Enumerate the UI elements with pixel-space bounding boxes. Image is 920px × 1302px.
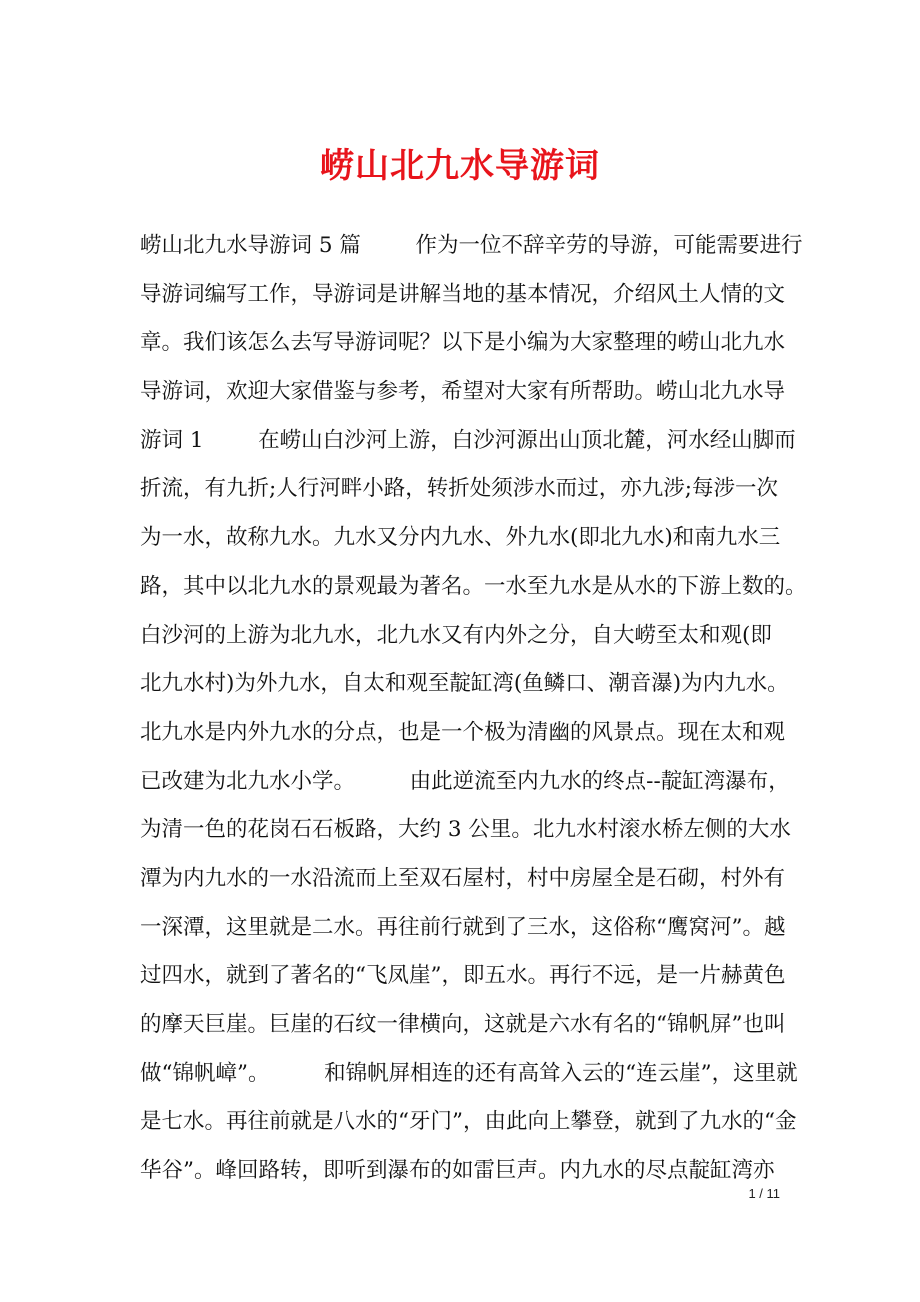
text-line: 崂山北九水导游词 5 篇 作为一位不辞辛劳的导游，可能需要进行: [140, 233, 803, 258]
text-line: 北九水是内外九水的分点，也是一个极为清幽的风景点。现在太和观: [140, 719, 786, 745]
text-line: 过四水，就到了著名的“飞凤崖”，即五水。再行不远，是一片赫黄色: [140, 963, 786, 989]
text-line: 做“锦帆嶂”。 和锦帆屏相连的还有高耸入云的“连云崖”，这里就: [140, 1060, 798, 1086]
text-line: 的摩天巨崖。巨崖的石纹一律横向，这就是六水有名的“锦帆屏”也叫: [140, 1012, 786, 1037]
text-line: 一深潭，这里就是二水。再往前行就到了三水，这俗称“鹰窝河”。越: [140, 914, 786, 940]
document-title: 崂山北九水导游词: [320, 146, 600, 186]
text-line: 华谷”。峰回路转，即听到瀑布的如雷巨声。内九水的尽点靛缸湾亦: [140, 1158, 775, 1184]
text-line: 为一水，故称九水。九水又分内九水、外九水(即北九水)和南九水三: [140, 525, 781, 551]
text-line: 已改建为北九水小学。 由此逆流至内九水的终点--靛缸湾瀑布，: [140, 768, 790, 794]
text-line: 为清一色的花岗石石板路，大约 3 公里。北九水村滚水桥左侧的大水: [140, 817, 791, 843]
text-line: 是七水。再往前就是八水的“牙门”，由此向上攀登，就到了九水的“金: [140, 1109, 797, 1135]
text-line: 章。我们该怎么去写导游词呢？以下是小编为大家整理的崂山北九水: [140, 330, 786, 356]
document-body: [140, 222, 807, 1196]
text-line: 北九水村)为外九水，自太和观至靛缸湾(鱼鳞口、潮音瀑)为内九水。: [140, 671, 789, 697]
text-line: 导游词，欢迎大家借鉴与参考，希望对大家有所帮助。崂山北九水导: [140, 379, 786, 405]
text-line: 潭为内九水的一水沿流而上至双石屋村，村中房屋全是石砌，村外有: [140, 865, 786, 891]
text-line: 折流，有九折;人行河畔小路，转折处须涉水而过，亦九涉;每涉一次: [140, 476, 778, 502]
text-line: 路，其中以北九水的景观最为著名。一水至九水是从水的下游上数的。: [140, 573, 807, 599]
text-line: 白沙河的上游为北九水，北九水又有内外之分，自大崂至太和观(即: [140, 622, 772, 648]
text-line: 导游词编写工作，导游词是讲解当地的基本情况，介绍风土人情的文: [140, 281, 786, 307]
page-indicator: 1 / 11: [748, 1186, 780, 1201]
text-line: 游词 1 在崂山白沙河上游，白沙河源出山顶北麓，河水经山脚而: [140, 427, 796, 453]
